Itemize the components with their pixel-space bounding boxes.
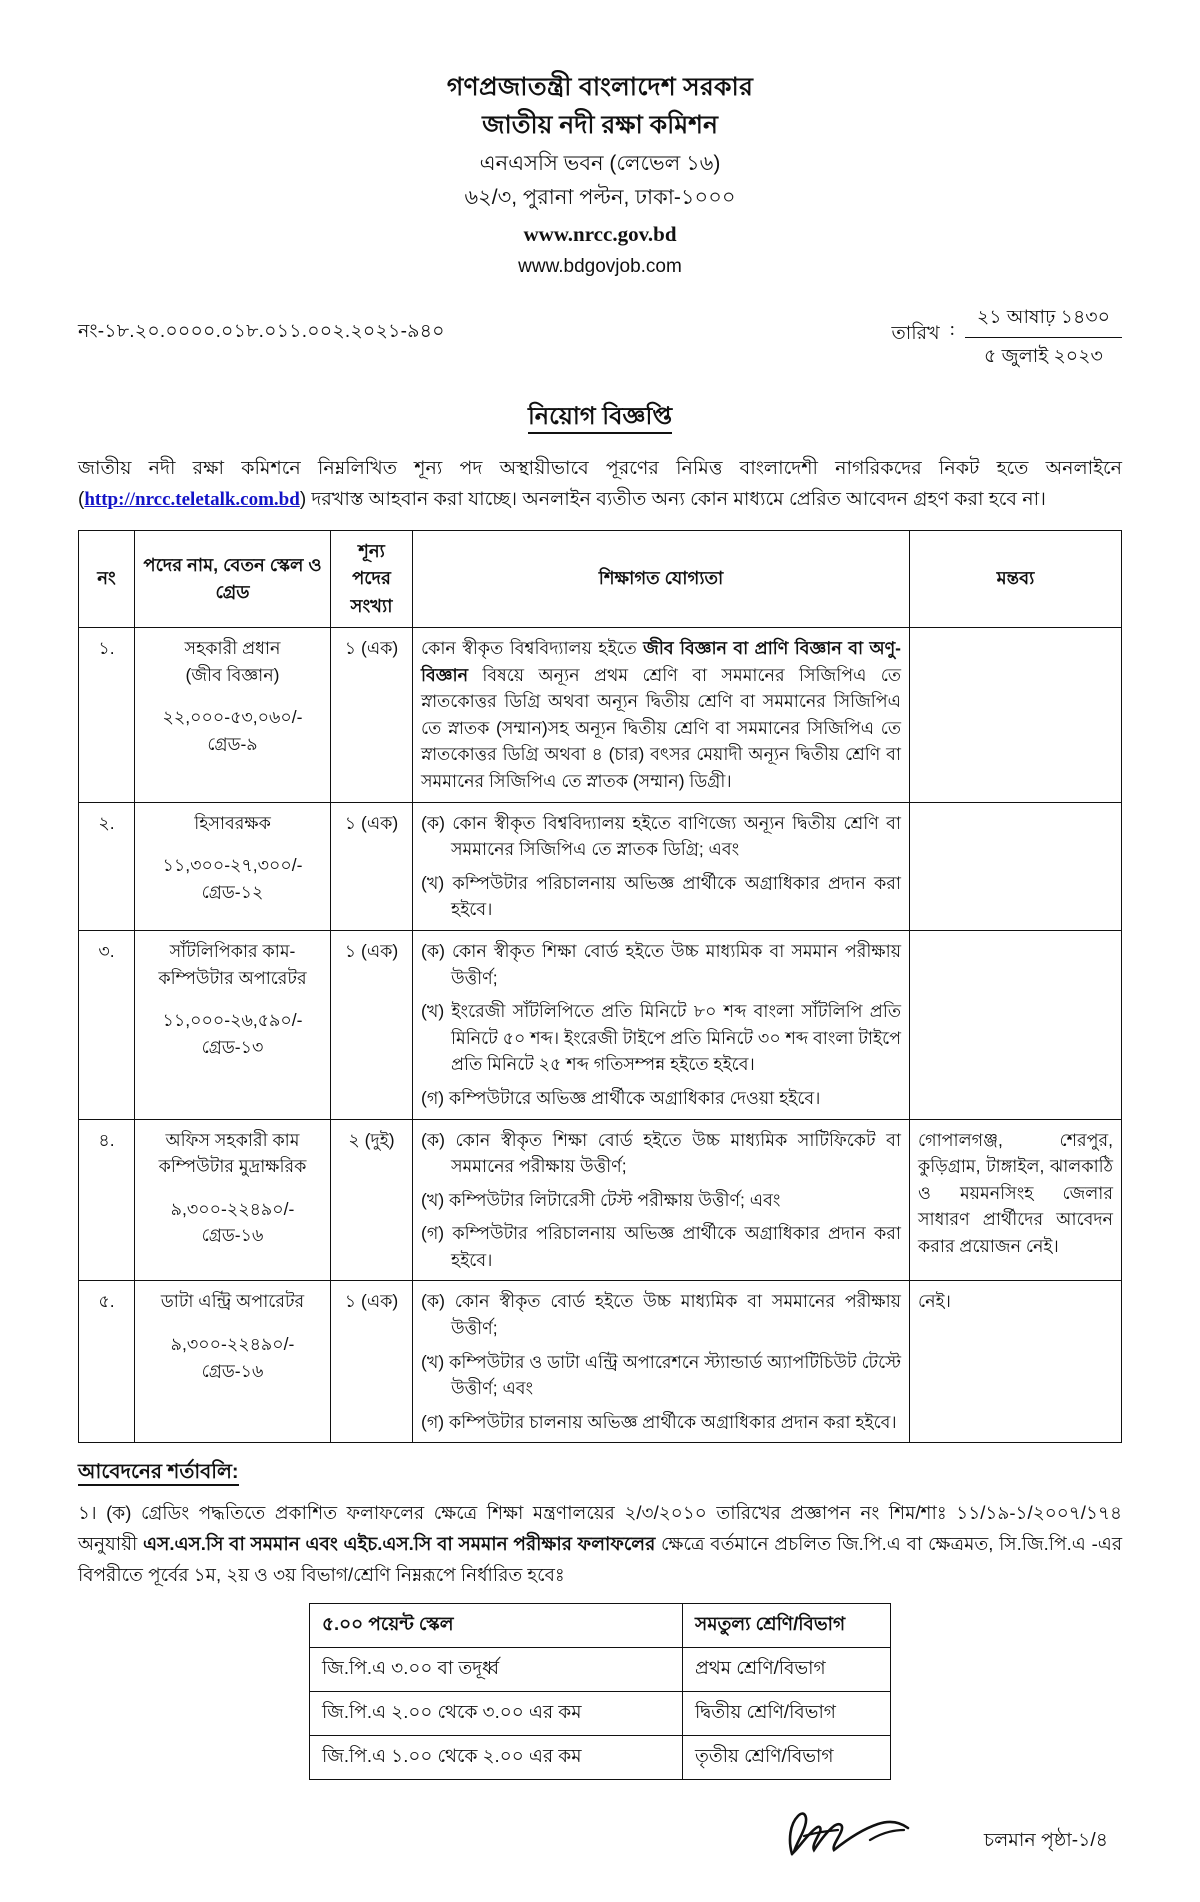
secondary-website: www.bdgovjob.com: [518, 256, 682, 278]
page-title-text: নিয়োগ বিজ্ঞপ্তি: [528, 403, 672, 434]
post-pay-scale: ১১,৩০০-২৭,৩০০/-: [162, 855, 303, 876]
header-vacancy: শূন্য পদের সংখ্যা: [331, 530, 413, 627]
cell-serial: ৫.: [79, 1281, 135, 1443]
gpa-header-division: সমতুল্য শ্রেণি/বিভাগ: [683, 1603, 891, 1647]
condition-1-bold: এস.এস.সি বা সমমান এবং এইচ.এস.সি বা সমমান পরীক্ষার ফলাফলের: [143, 1533, 656, 1555]
cell-serial: ৪.: [79, 1119, 135, 1281]
gpa-table-row: [310, 1735, 891, 1779]
table-row: [79, 628, 1122, 803]
table-row: [79, 1119, 1122, 1281]
qualification-item: (খ) কম্পিউটার লিটারেসী টেস্ট পরীক্ষায় উত্তীর্ণ; এবং: [421, 1189, 781, 1210]
qualification-item: (খ) কম্পিউটার পরিচালনায় অভিজ্ঞ প্রার্থীকে অগ্রাধিকার প্রদান করা হইবে।: [421, 872, 901, 920]
date-colon: :: [949, 319, 955, 341]
condition-1-part1: ১। (ক) গ্রেডিং পদ্ধতিতে প্রকাশিত ফলাফলের ক্ষেত্রে শিক্ষা মন্ত্রণালয়ের ২/৩/২০১০ তারিখের প্রজ্ঞাপন নং শিম/শাঃ ১১/১৯-১/২০০৭/১৭৪ অনুযায়ী: [78, 1502, 1122, 1555]
cell-vacancy-count: ১ (এক): [331, 628, 413, 803]
post-name: ডাটা এন্ট্রি অপারেটর: [160, 1291, 305, 1312]
header-serial: নং: [79, 530, 135, 627]
date-bengali: ২১ আষাঢ় ১৪৩০: [965, 303, 1122, 338]
cell-qualification: [413, 802, 910, 930]
gpa-header-row: [310, 1603, 891, 1647]
intro-text-after: ) দরখাস্ত আহবান করা যাচ্ছে। অনলাইন ব্যতীত অন্য কোন মাধ্যমে প্রেরিত আবেদন গ্রহণ করা হবে না।: [299, 489, 1046, 511]
memo-row: [78, 303, 1122, 374]
cell-post-details: [135, 802, 331, 930]
gpa-header-scale: ৫.০০ পয়েন্ট স্কেল: [310, 1603, 683, 1647]
cell-serial: ২.: [79, 802, 135, 930]
date-values: [965, 303, 1122, 374]
gpa-division-value: দ্বিতীয় শ্রেণি/বিভাগ: [683, 1691, 891, 1735]
cell-remarks: নেই।: [910, 1281, 1122, 1443]
post-pay-scale: ৯,৩০০-২২৪৯০/-: [170, 1334, 295, 1355]
cell-vacancy-count: ১ (এক): [331, 802, 413, 930]
cell-qualification: [413, 1281, 910, 1443]
post-name-sub: (জীব বিজ্ঞান): [185, 664, 280, 685]
application-url-link[interactable]: http://nrcc.teletalk.com.bd: [84, 489, 300, 511]
vacancy-table: [78, 530, 1122, 1444]
post-grade: গ্রেড-৯: [207, 733, 258, 754]
cell-qualification: [413, 930, 910, 1119]
post-pay-scale: ১১,০০০-২৬,৫৯০/-: [162, 1010, 303, 1031]
govt-name: গণপ্রজাতন্ত্রী বাংলাদেশ সরকার: [446, 73, 754, 101]
qualification-item: (ক) কোন স্বীকৃত শিক্ষা বোর্ড হইতে উচ্চ মাধ্যমিক সাটিফিকেট বা সমমানের পরীক্ষায় উত্তীর্ণ;: [421, 1129, 901, 1177]
qualification-item: (গ) কম্পিউটার চালনায় অভিজ্ঞ প্রার্থীকে অগ্রাধিকার প্রদান করা হইবে।: [421, 1411, 897, 1432]
page-title: [78, 398, 1122, 438]
memo-number: নং-১৮.২০.০০০০.০১৮.০১১.০০২.২০২১-৯৪০: [78, 321, 445, 343]
post-grade: গ্রেড-১৩: [201, 1036, 264, 1057]
table-row: [79, 1281, 1122, 1443]
intro-paragraph: [78, 454, 1122, 516]
cell-post-details: [135, 1281, 331, 1443]
qualification-item: (গ) কম্পিউটারে অভিজ্ঞ প্রার্থীকে অগ্রাধিকার দেওয়া হইবে।: [421, 1087, 821, 1108]
signature-mark: [774, 1806, 924, 1862]
qualification-item: (ক) কোন স্বীকৃত বোর্ড হইতে উচ্চ মাধ্যমিক বা সমমানের পরীক্ষায় উত্তীর্ণ;: [421, 1291, 901, 1339]
cell-post-details: [135, 1119, 331, 1281]
post-name: সাঁটলিপিকার কাম-: [169, 940, 296, 961]
gpa-scale-value: জি.পি.এ ৩.০০ বা তদূর্ধ্ব: [310, 1647, 683, 1691]
qualification-item: (গ) কম্পিউটার পরিচালনায় অভিজ্ঞ প্রার্থীকে অগ্রাধিকার প্রদান করা হইবে।: [421, 1223, 901, 1270]
qualification-emphasis: জীব বিজ্ঞান বা প্রাণি বিজ্ঞান বা অণু-বিজ্ঞান: [421, 638, 901, 685]
conditions-heading-text: আবেদনের শর্তাবলি:: [78, 1461, 239, 1486]
letterhead: [78, 70, 1122, 281]
post-name: হিসাবরক্ষক: [194, 812, 271, 833]
post-grade: গ্রেড-১৬: [201, 1360, 264, 1381]
official-website: www.nrcc.gov.bd: [523, 221, 677, 246]
header-qualification: শিক্ষাগত যোগ্যতা: [413, 530, 910, 627]
page-footer: [78, 1806, 1122, 1862]
cell-remarks: [910, 628, 1122, 803]
post-pay-scale: ২২,০০০-৫৩,০৬০/-: [162, 707, 303, 728]
building-address: এনএসসি ভবন (লেভেল ১৬): [479, 152, 721, 175]
header-post: পদের নাম, বেতন স্কেল ও গ্রেড: [135, 530, 331, 627]
header-remarks: মন্তব্য: [910, 530, 1122, 627]
gpa-table-row: [310, 1691, 891, 1735]
cell-remarks: [910, 930, 1122, 1119]
gpa-scale-value: জি.পি.এ ১.০০ থেকে ২.০০ এর কম: [310, 1735, 683, 1779]
condition-item-1: [78, 1498, 1122, 1590]
table-header-row: [79, 530, 1122, 627]
qualification-item: (ক) কোন স্বীকৃত বিশ্ববিদ্যালয় হইতে বাণিজ্যে অন্যূন দ্বিতীয় শ্রেণি বা সমমানের সিজিপিএ তে স্নাতক ডিগ্রি; এবং: [421, 812, 901, 860]
gpa-scale-table: [309, 1603, 891, 1780]
page-continuation-note: চলমান পৃষ্ঠা-১/৪: [983, 1829, 1108, 1851]
cell-serial: ৩.: [79, 930, 135, 1119]
memo-date-block: [891, 303, 1122, 374]
cell-vacancy-count: ১ (এক): [331, 930, 413, 1119]
cell-remarks: গোপালগঞ্জ, শেরপুর, কুড়িগ্রাম, টাঙ্গাইল, ঝালকাঠি ও ময়মনসিংহ জেলার সাধারণ প্রার্থীদের আবেদন করার প্রয়োজন নেই।: [910, 1119, 1122, 1281]
gpa-scale-value: জি.পি.এ ২.০০ থেকে ৩.০০ এর কম: [310, 1691, 683, 1735]
qualification-item: (ক) কোন স্বীকৃত শিক্ষা বোর্ড হইতে উচ্চ মাধ্যমিক বা সমমান পরীক্ষায় উত্তীর্ণ;: [421, 940, 901, 988]
cell-post-details: [135, 628, 331, 803]
cell-post-details: [135, 930, 331, 1119]
post-grade: গ্রেড-১৬: [201, 1225, 264, 1246]
cell-vacancy-count: ১ (এক): [331, 1281, 413, 1443]
cell-vacancy-count: ২ (দুই): [331, 1119, 413, 1281]
cell-remarks: [910, 802, 1122, 930]
cell-qualification: [413, 1119, 910, 1281]
post-pay-scale: ৯,৩০০-২২৪৯০/-: [170, 1198, 295, 1219]
table-row: [79, 802, 1122, 930]
qualification-item: কোন স্বীকৃত বিশ্ববিদ্যালয় হইতে জীব বিজ্ঞান বা প্রাণি বিজ্ঞান বা অণু-বিজ্ঞান বিষয়ে অন্যূন প্রথম শ্রেণি বা সমমানের সিজিপিএ তে স্নাতকোত্তর ডিগ্রি অথবা অন্যূন দ্বিতীয় শ্রেণি বা সমমানের সিজিপিএ তে স্নাতক (সম্মান)সহ অন্যূন দ্বিতীয় শ্রেণি বা সমমানের সিজিপিএ তে স্নাতকোত্তর ডিগ্রি অথবা ৪ (চার) বৎসর মেয়াদী অন্যূন দ্বিতীয় শ্রেণি বা সমমানের সিজিপিএ তে স্নাতক (সম্মান) ডিগ্রী।: [421, 638, 901, 791]
cell-serial: ১.: [79, 628, 135, 803]
condition-1-part2: ক্ষেত্রে বর্তমানে প্রচলিত জি.পি.এ বা ক্ষেত্রমত, সি.জি.পি.এ -এর বিপরীতে পূর্বের ১ম, ২য় ও ৩য় বিভাগ/শ্রেণি নিম্নরূপে নির্ধারিত হবেঃ: [78, 1533, 1122, 1585]
post-name: সহকারী প্রধান: [184, 638, 281, 659]
gpa-table-row: [310, 1647, 891, 1691]
post-name-sub: কম্পিউটার অপারেটর: [158, 967, 307, 988]
organization-name: জাতীয় নদী রক্ষা কমিশন: [482, 110, 718, 139]
date-gregorian: ৫ জুলাই ২০২৩: [984, 346, 1103, 368]
gpa-division-value: প্রথম শ্রেণি/বিভাগ: [683, 1647, 891, 1691]
date-label: তারিখ: [891, 323, 940, 345]
intro-text-before: জাতীয় নদী রক্ষা কমিশনে নিম্নলিখিত শূন্য পদ অস্থায়ীভাবে পূরণের নিমিত্ত বাংলাদেশী নাগরিকদের নিকট হতে অনলাইনে (: [78, 458, 1122, 511]
qualification-item: (খ) ইংরেজী সাঁটলিপিতে প্রতি মিনিটে ৮০ শব্দ বাংলা সাঁটলিপি প্রতি মিনিটে ৫০ শব্দ। ইংরেজী টাইপে প্রতি মিনিটে ৩০ শব্দ বাংলা টাইপে প্রতি মিনিটে ২৫ শব্দ গতিসম্পন্ন হইতে হইবে।: [421, 1001, 902, 1075]
conditions-heading: [78, 1457, 1122, 1490]
qualification-item: (খ) কম্পিউটার ও ডাটা এন্ট্রি অপারেশনে স্ট্যান্ডার্ড অ্যাপটিচিউট টেস্টে উত্তীর্ণ; এবং: [421, 1351, 901, 1399]
post-name: অফিস সহকারী কাম: [165, 1129, 300, 1150]
gpa-division-value: তৃতীয় শ্রেণি/বিভাগ: [683, 1735, 891, 1779]
cell-qualification: [413, 628, 910, 803]
post-name-sub: কম্পিউটার মুদ্রাক্ষরিক: [158, 1156, 307, 1177]
table-row: [79, 930, 1122, 1119]
street-address: ৬২/৩, পুরানা পল্টন, ঢাকা-১০০০: [464, 185, 736, 209]
signature: [774, 1806, 924, 1862]
post-grade: গ্রেড-১২: [201, 881, 264, 902]
